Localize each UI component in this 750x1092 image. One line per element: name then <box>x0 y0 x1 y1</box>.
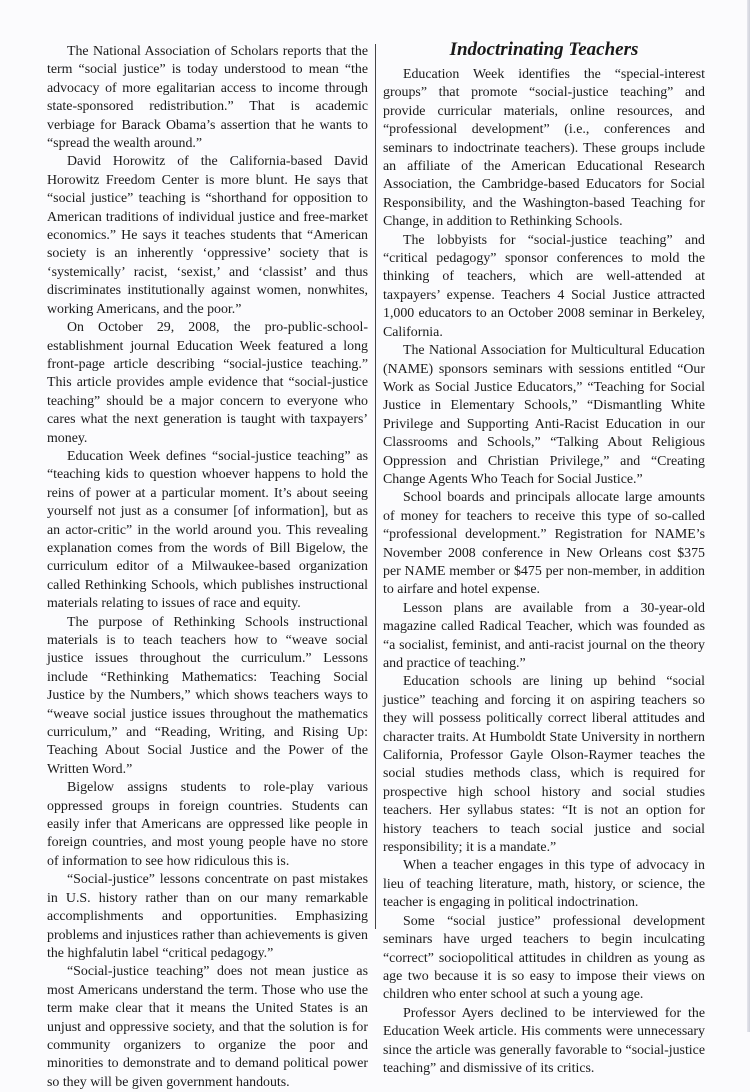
paragraph: On October 29, 2008, the pro-public-school-establishment journal Education Week featured a long front-page article describing “social-justice teaching.” This article provides ample evidence that “social-justice teaching” should be a major concern to everyone who cares what the next generation is taught with taxpayers’ money. <box>47 320 368 446</box>
paragraph: The National Association of Scholars reports that the term “social justice” is today understood to mean “the advocacy of more egalitarian access to income through state-sponsored redistribution.” That is academic verbiage for Barack Obama’s assertion that he wants to “spread the wealth around.” <box>47 44 368 152</box>
paragraph: Bigelow assigns students to role-play various oppressed groups in foreign countries. Students can easily infer that Americans are oppressed like people in foreign countries, and most young people have no store of information to see how ridiculous this is. <box>47 780 368 869</box>
paragraph: The purpose of Rethinking Schools instructional materials is to teach teachers how to “weave social justice issues throughout the curriculum.” Lessons include “Rethinking Mathematics: Teaching Social Justice by the Numbers,” which shows teachers ways to “weave social justice issues throughout the mathematics curriculum,” and “Reading, Writing, and Rising Up: Teaching About Social Justice and the Power of the Written Word.” <box>47 614 368 777</box>
column-divider <box>375 44 376 929</box>
paragraph: Education Week defines “social-justice teaching” as “teaching kids to question whoever happens to hold the reins of power at a particular moment. It’s about seeing yourself not just as a consumer [of information], but as an actor-critic” in the world around you. This revealing explanation comes from the words of Bill Bigelow, the curriculum editor of a Milwaukee-based organization called Rethinking Schools, which publishes instructional materials relating to issues of race and equity. <box>47 448 368 612</box>
paragraph: Some “social justice” professional development seminars have urged teachers to begin inculcating “correct” sociopolitical attitudes in children as young as age two because it is so easy to impose their views on children who enter school at such a young age. <box>383 913 705 1003</box>
paragraph: “Social-justice teaching” does not mean justice as most Americans understand the term. Those who use the term make clear that it means the United States is an unjust and oppressive society, and that the solution is for community organizers to organize the poor and minorities to demonstrate and to demand political power so they will be given government handouts. <box>47 964 368 1090</box>
paragraph: The lobbyists for “social-justice teaching” and “critical pedagogy” sponsor conferences to mold the thinking of teachers, which are well-attended at taxpayers’ expense. Teachers 4 Social Justice attracted 1,000 educators to an October 2008 seminar in Berkeley, California. <box>383 232 705 340</box>
paragraph: Education Week identifies the “special-interest groups” that promote “social-justice teaching” and provide curricular materials, online resources, and “professional development” (i.e., conferences and seminars to indoctrinate teachers). These groups include an affiliate of the American Educational Research Association, the Cambridge-based Educators for Social Responsibility, and the Washington-based Teaching for Change, in addition to Rethinking Schools. <box>383 67 705 230</box>
left-column <box>47 43 368 1092</box>
paragraph: Lesson plans are available from a 30-year-old magazine called Radical Teacher, which was founded as “a socialist, feminist, and anti-racist journal on the theory and practice of teaching.” <box>383 600 705 671</box>
section-heading: Indoctrinating Teachers <box>449 39 639 60</box>
paragraph: The National Association for Multicultural Education (NAME) sponsors seminars with sessions entitled “Our Work as Social Justice Educators,” “Teaching for Social Justice in Elementary Schools,” “Dismantling White Privilege and Supporting Anti-Racist Education in our Classrooms and Schools,” “Talking About Religious Oppression and Christian Privilege,” and “Creating Change Agents Who Teach for Social Justice.” <box>383 343 705 487</box>
paragraph: Education schools are lining up behind “social justice” teaching and forcing it on aspiring teachers so they will possess politically correct liberal attitudes and character traits. At Humboldt State University in northern California, Professor Gayle Olson-Raymer teaches the social studies methods class, which is required for prospective high school history and social studies teachers. Her syllabus states: “It is not an option for history teachers to teach social justice and social responsibility; it is a mandate.” <box>383 674 705 856</box>
right-column <box>383 38 705 1078</box>
paragraph: David Horowitz of the California-based David Horowitz Freedom Center is more blunt. He says that “social justice” teaching is “shorthand for opposition to American traditions of individual justice and free-market economics.” He says it teaches students that “American society is an inherently ‘oppressive’ society that is ‘systemically’ racist, ‘sexist,’ and ‘classist’ and thus discriminates institutionally against women, nonwhites, working Americans, and the poor.” <box>47 154 368 317</box>
paragraph: School boards and principals allocate large amounts of money for teachers to receive this type of so-called “professional development.” Registration for NAME’s November 2008 conference in New Orleans cost $375 per NAME member or $475 per non-member, in addition to airfare and hotel expense. <box>383 490 705 598</box>
paragraph: Professor Ayers declined to be interviewed for the Education Week article. His comments were unnecessary since the article was generally favorable to “social-justice teaching” and dismissive of its critics. <box>383 1005 705 1076</box>
paragraph: “Social-justice” lessons concentrate on past mistakes in U.S. history rather than on our many remarkable accomplishments and opportunities. Emphasizing problems and injustices rather than achievements is given the highfalutin label “critical pedagogy.” <box>47 872 368 961</box>
paragraph: When a teacher engages in this type of advocacy in lieu of teaching literature, math, history, or science, the teacher is engaging in political indoctrination. <box>383 858 705 911</box>
